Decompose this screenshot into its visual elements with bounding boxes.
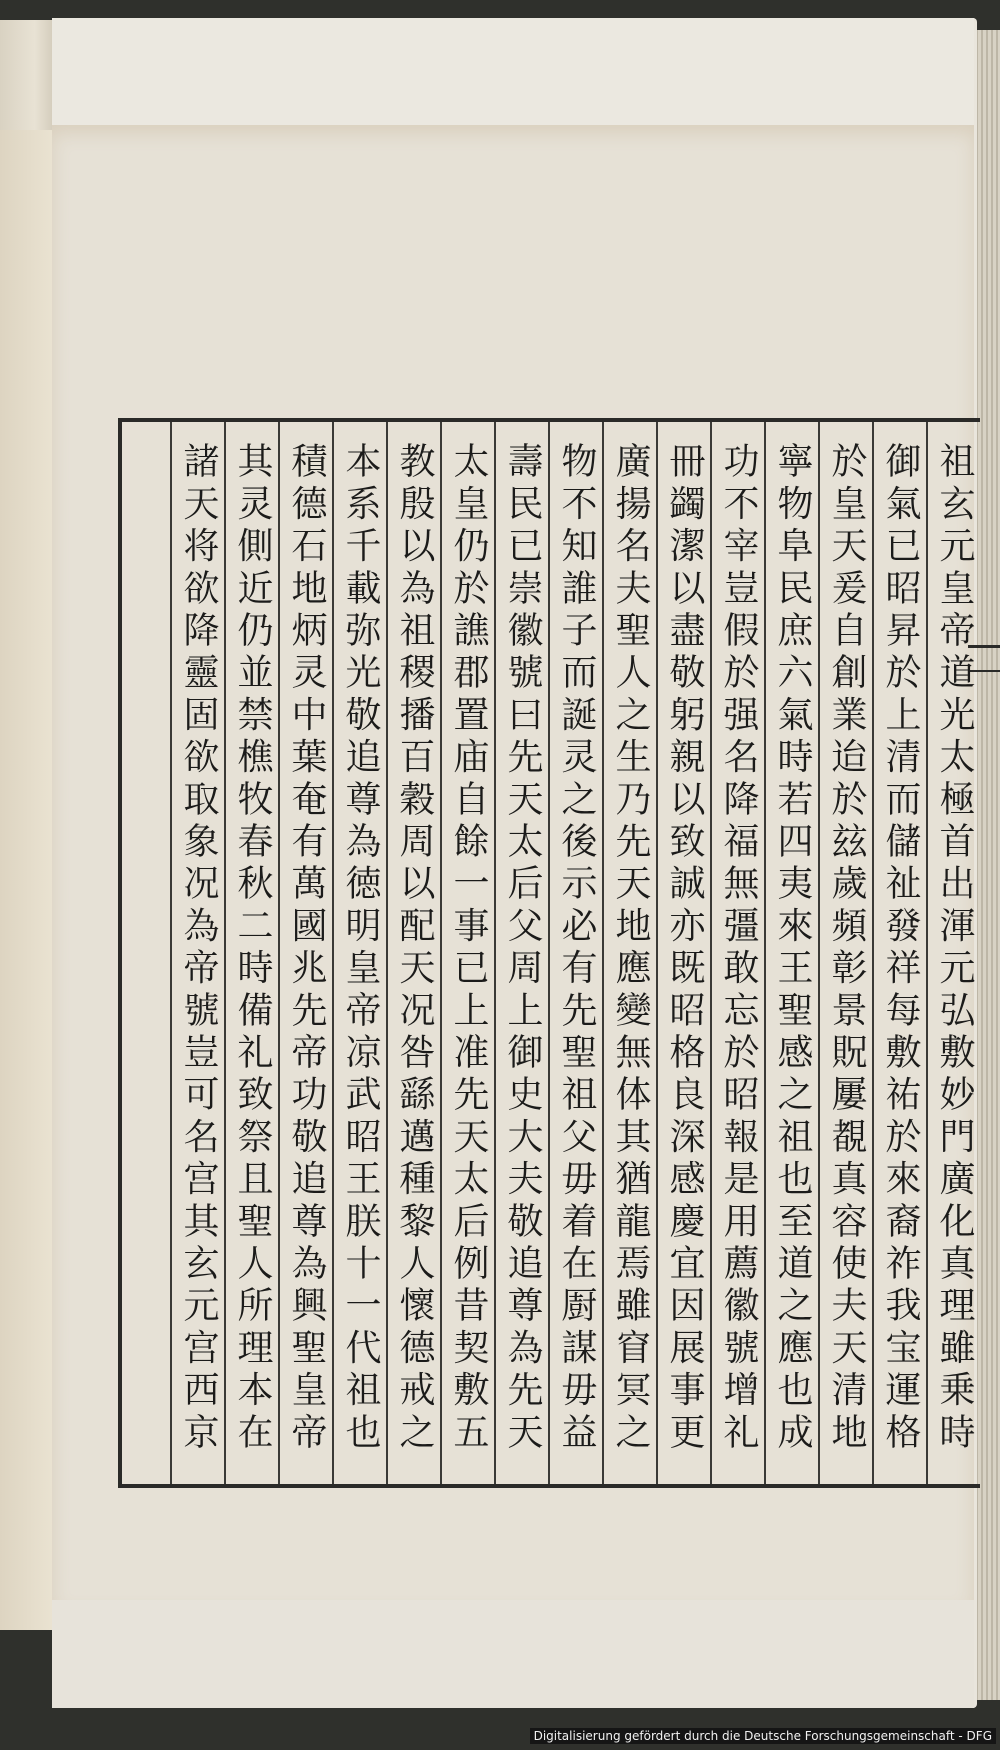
text-column [764, 422, 818, 1484]
text-column [818, 422, 872, 1484]
column-text: 太皇仍於譙郡置庙自餘一事已上准先天太后例昔契敷五 [448, 442, 489, 1455]
column-text: 御氣已昭昇於上清而儲祉發祥每敷祐於來裔祚我宝運格 [880, 442, 921, 1455]
column-text: 物不知誰子而誕灵之後示必有先聖祖父毋着在㕑謀毋益 [556, 442, 597, 1455]
text-column [278, 422, 332, 1484]
column-text: 祖玄元皇帝道光太極首出渾元弘敷妙門廣化真理雖乗時 [934, 442, 975, 1455]
text-column [170, 422, 224, 1484]
page-bottom-margin [52, 1600, 974, 1708]
text-column [332, 422, 386, 1484]
left-page-leaf [0, 20, 59, 1620]
digitization-credit: Digitalisierung gefördert durch die Deutsche Forschungsgemeinschaft - DFG [530, 1728, 996, 1744]
text-column [386, 422, 440, 1484]
text-frame [118, 418, 980, 1488]
column-text: 積德石地炳灵中葉奄有萬國兆先帝功敬追尊為興聖皇帝 [286, 442, 327, 1455]
column-text: 功不宰豈假於强名降福無彊敢忘於昭報是用薦徽號增礼 [718, 442, 759, 1455]
text-column [494, 422, 548, 1484]
text-column [224, 422, 278, 1484]
text-column [926, 422, 980, 1484]
column-text: 教殷以為祖稷播百穀周以配天况咎繇邁種黎人懷德戒之 [394, 442, 435, 1455]
text-column [116, 422, 170, 1484]
text-columns [122, 422, 980, 1484]
column-text: 諸天将欲降靈固欲取象况為帝號豈可名宫其玄元宫西京 [178, 442, 219, 1455]
column-text: 冊蠲潔以盡敬躬親以致誠亦既昭格良深感慶宜因展事更 [664, 442, 705, 1455]
column-text: 其灵側近仍並禁樵牧春秋二時備礼致祭且聖人所理本在 [232, 442, 273, 1455]
text-column [602, 422, 656, 1484]
column-text: 寧物阜民庶六氣時若四夷來王聖感之祖也至道之應也成 [772, 442, 813, 1455]
page-top-margin [52, 18, 974, 130]
text-column [710, 422, 764, 1484]
column-text: 壽民已崇徽號曰先天太后父周上御史大夫敬追尊為先天 [502, 442, 543, 1455]
text-column [872, 422, 926, 1484]
column-text: 於皇天爰自創業迨於玆歲頻彰景貺屢覩真容使夫天清地 [826, 442, 867, 1455]
text-column [656, 422, 710, 1484]
text-column [440, 422, 494, 1484]
text-column [548, 422, 602, 1484]
column-text: 廣揚名夫聖人之生乃先天地應變無体其猶龍焉雖窅冥之 [610, 442, 651, 1455]
column-text: 本系千載弥光敬追尊為徳明皇帝凉武昭王朕十一代祖也 [340, 442, 381, 1455]
